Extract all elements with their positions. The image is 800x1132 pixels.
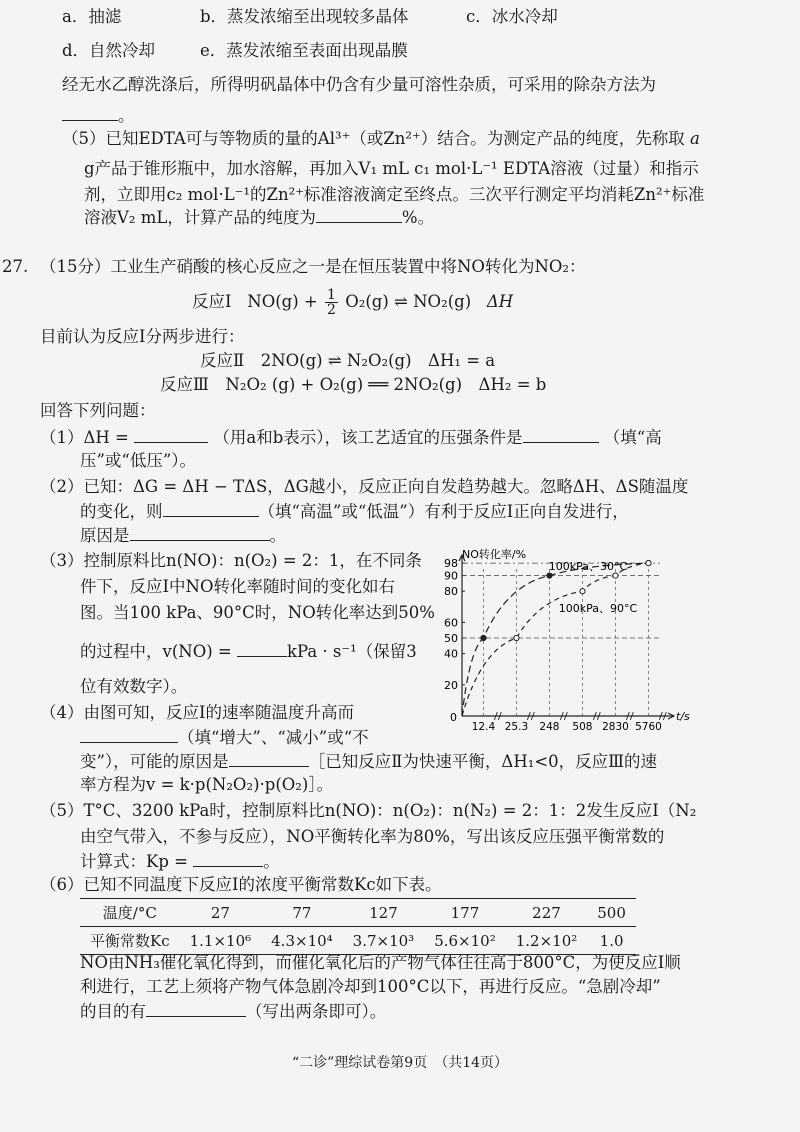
- x-tick-label: 508: [572, 721, 593, 732]
- part-2: （2）已知：ΔG = ΔH − TΔS，ΔG越小，反应正向自发趋势越大。忽略ΔH、ΔS随温度: [40, 477, 689, 496]
- data-point: [580, 589, 585, 594]
- table-cell: 27: [180, 899, 262, 927]
- part-5-cont1: 由空气带入，不参与反应），NO平衡转化率为80%，写出该反应压强平衡常数的: [80, 827, 665, 846]
- part-3-cont2: 图。当100 kPa、90°C时，NO转化率达到50%: [80, 603, 435, 622]
- page-footer: “二诊”理综试卷第9页 （共14页）: [291, 1055, 509, 1071]
- part-3-cont3: 的过程中，v(NO) = kPa · s⁻¹（保留3: [80, 642, 417, 661]
- part-6-cont3: 的目的有 （写出两条即可）。: [80, 1002, 387, 1021]
- y-tick-label: 20: [444, 678, 458, 692]
- y-axis-label: NO转化率/%: [462, 548, 527, 561]
- data-point: [514, 635, 519, 640]
- table-row: [80, 899, 636, 927]
- y-tick-label: 40: [444, 647, 458, 661]
- part-2-reason: 原因是 。: [80, 526, 286, 545]
- q5-edta-line1: （5）已知EDTA可与等物质的量的Al³⁺（或Zn²⁺）结合。为测定产品的纯度，先称取 a: [62, 129, 700, 148]
- question-number: 27.: [2, 257, 29, 276]
- table-cell: 1.2×10²: [506, 927, 588, 955]
- series-line: [462, 563, 648, 716]
- y-tick-label: 50: [444, 632, 458, 645]
- table-cell: 127: [343, 899, 425, 927]
- part-3: （3）控制原料比n(NO)：n(O₂) = 2：1，在不同条: [40, 551, 422, 570]
- q5-edta-line4: 溶液V₂ mL，计算产品的纯度为 %。: [84, 208, 435, 227]
- option-e: e．蒸发浓缩至表面出现晶膜: [200, 41, 408, 60]
- table-row: [80, 927, 636, 955]
- y-tick-label: 90: [444, 569, 458, 583]
- q5-edta-line2: g产品于锥形瓶中，加水溶解，再加入V₁ mL c₁ mol·L⁻¹ EDTA溶液（过量）和指示: [84, 159, 699, 178]
- table-cell: 500: [587, 899, 636, 927]
- series-label: 100kPa、30°C: [548, 560, 628, 573]
- table-cell: 1.1×10⁶: [180, 927, 262, 955]
- data-point: [613, 573, 618, 578]
- table-cell: 3.7×10³: [343, 927, 425, 955]
- y-tick-label: 60: [444, 616, 458, 630]
- series-label: 100kPa、90°C: [558, 602, 638, 615]
- part-6-cont1: NO由NH₃催化氧化得到，而催化氧化后的产物气体往往高于800°C，为使反应Ⅰ顺: [80, 953, 681, 972]
- y-tick-label: 98: [444, 557, 458, 571]
- reaction-2: 反应Ⅱ 2NO(g) ⇌ N₂O₂(g) ΔH₁ = a: [200, 351, 496, 370]
- two-steps-text: 目前认为反应Ⅰ分两步进行：: [40, 327, 245, 346]
- y-tick-label: 80: [444, 585, 458, 599]
- table-cell: 227: [506, 899, 588, 927]
- part-3-cont4: 位有效数字）。: [80, 677, 188, 696]
- table-header-kc: 平衡常数Kc: [80, 927, 180, 955]
- part-1: （1）ΔH = （用a和b表示），该工艺适宜的压强条件是 （填“高: [40, 428, 662, 447]
- data-point: [481, 635, 486, 640]
- part-4-cont3: 率方程为v = k·p(N₂O₂)·p(O₂)］。: [80, 775, 334, 794]
- table-cell: 1.0: [587, 927, 636, 955]
- part-4: （4）由图可知，反应Ⅰ的速率随温度升高而: [40, 703, 355, 722]
- kc-table: [80, 898, 636, 955]
- x-axis-label: t/s: [676, 710, 690, 723]
- part-2-cont: 的变化，则 （填“高温”或“低温”）有利于反应Ⅰ正向自发进行，: [80, 502, 629, 521]
- q5-edta-line3: 剂，立即用c₂ mol·L⁻¹的Zn²⁺标准溶液滴定至终点。三次平行测定平均消耗Zn²⁺标准: [84, 185, 705, 204]
- option-d: d．自然冷却: [62, 41, 156, 60]
- x-tick-label: 25.3: [504, 721, 529, 732]
- q27-intro: （15分）工业生产硝酸的核心反应之一是在恒压装置中将NO转化为NO₂：: [40, 257, 586, 276]
- reaction-1: 反应Ⅰ NO(g) + $\frac{1}{2}$ O₂(g) ⇌ NO₂(g) ΔH: [192, 287, 514, 318]
- x-tick-label: 5760: [635, 721, 662, 732]
- origin-label: 0: [450, 711, 457, 724]
- part-4-cont2: 变”），可能的原因是 ［已知反应Ⅱ为快速平衡，ΔH₁<0，反应Ⅲ的速: [80, 752, 658, 771]
- part-6: （6）已知不同温度下反应Ⅰ的浓度平衡常数Kc如下表。: [40, 875, 442, 894]
- option-a: a．抽滤: [62, 7, 122, 26]
- part-3-cont1: 件下，反应Ⅰ中NO转化率随时间的变化如右: [80, 577, 395, 596]
- q4-wash-text: 经无水乙醇洗涤后，所得明矾晶体中仍含有少量可溶性杂质，可采用的除杂方法为: [62, 75, 656, 94]
- part-4-cont1: （填“增大”、“减小”或“不: [80, 726, 369, 749]
- part-5-cont2: 计算式：Kp = 。: [80, 852, 280, 871]
- x-tick-label: 12.4: [471, 721, 496, 732]
- fraction-one-half: $\frac{1}{2}$: [327, 287, 336, 318]
- table-cell: 5.6×10²: [424, 927, 506, 955]
- table-cell: 77: [261, 899, 343, 927]
- q4-wash-blank: 。: [62, 104, 135, 127]
- option-b: b．蒸发浓缩至出现较多晶体: [200, 7, 409, 26]
- x-tick-label: 2830: [602, 721, 629, 732]
- data-point: [547, 573, 552, 578]
- part-1-cont: 压”或“低压”）。: [80, 451, 197, 470]
- part-5: （5）T°C、3200 kPa时，控制原料比n(NO)：n(O₂)：n(N₂) = 2：1：2发生反应Ⅰ（N₂: [40, 801, 697, 820]
- table-cell: 177: [424, 899, 506, 927]
- data-point: [646, 561, 651, 566]
- option-c: c．冰水冷却: [466, 7, 558, 26]
- conversion-chart: [398, 546, 698, 732]
- table-cell: 4.3×10⁴: [261, 927, 343, 955]
- table-header-temp: 温度/°C: [80, 899, 180, 927]
- answer-prompt: 回答下列问题：: [40, 401, 156, 420]
- part-6-cont2: 利进行，工艺上须将产物气体急剧冷却到100°C以下，再进行反应。“急剧冷却”: [80, 977, 661, 996]
- x-tick-label: 248: [539, 721, 560, 732]
- reaction-3: 反应Ⅲ N₂O₂ (g) + O₂(g) ══ 2NO₂(g) ΔH₂ = b: [160, 375, 547, 394]
- series-line: [462, 563, 648, 716]
